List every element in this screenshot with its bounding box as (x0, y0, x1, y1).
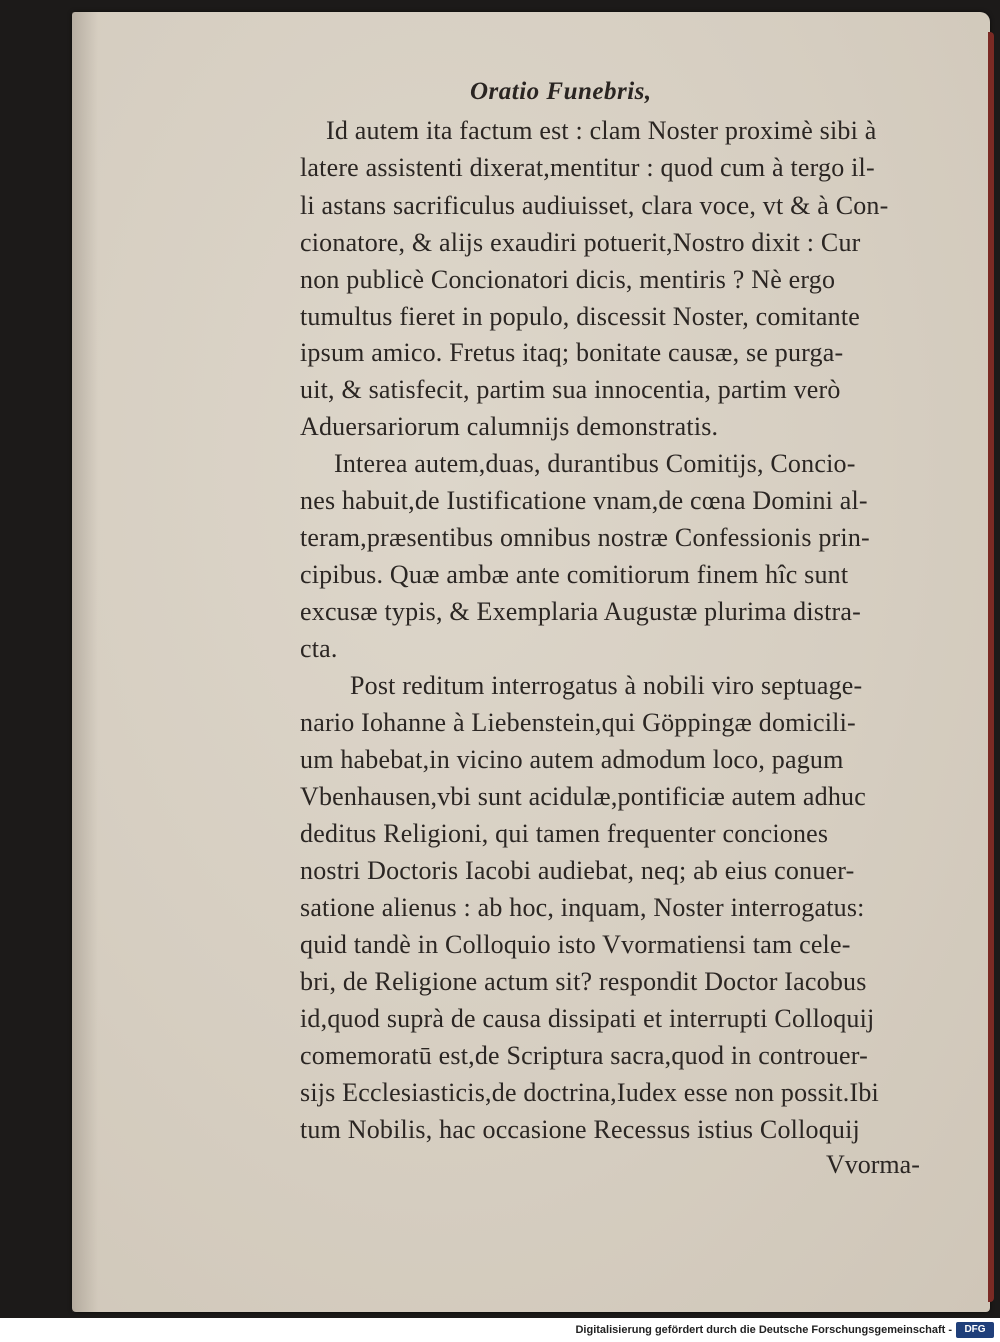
text-line: Interea autem,duas, durantibus Comitijs, Concio- (334, 449, 856, 478)
text-line: Vbenhausen,vbi sunt acidulæ,pontificiæ autem adhuc (300, 782, 866, 811)
funding-notice: Digitalisierung gefördert durch die Deutsche Forschungsgemeinschaft - (575, 1324, 952, 1336)
text-line: tumultus fieret in populo, discessit Noster, comitante (300, 302, 860, 331)
text-line: uit, & satisfecit, partim sua innocentia, partim verò (300, 375, 841, 404)
page-edge-binding (988, 32, 994, 1302)
text-line: sijs Ecclesiasticis,de doctrina,Iudex esse non possit.Ibi (300, 1078, 879, 1107)
text-line: comemoratū est,de Scriptura sacra,quod in controuer- (300, 1041, 868, 1070)
text-line: cipibus. Quæ ambæ ante comitiorum finem hîc sunt (300, 560, 849, 589)
text-line: Post reditum interrogatus à nobili viro septuage- (350, 671, 863, 700)
text-line: teram,præsentibus omnibus nostræ Confessionis prin- (300, 523, 870, 552)
text-line: nario Iohanne à Liebenstein,qui Göppingæ domicili- (300, 708, 856, 737)
text-line: deditus Religioni, qui tamen frequenter conciones (300, 819, 829, 848)
text-line: Aduersariorum calumnijs demonstratis. (300, 412, 719, 441)
text-line: non publicè Concionatori dicis, mentiris ? Nè ergo (300, 265, 836, 294)
text-line: li astans sacrificulus audiuisset, clara voce, vt & à Con- (300, 191, 889, 220)
catchword: Vvorma- (826, 1150, 920, 1179)
running-head: Oratio Funebris, (470, 78, 652, 105)
text-line: nes habuit,de Iustificatione vnam,de cœna Domini al- (300, 486, 868, 515)
text-line: Id autem ita factum est : clam Noster proximè sibi à (326, 116, 877, 145)
text-line: ipsum amico. Fretus itaq; bonitate causæ, se purga- (300, 338, 844, 367)
text-line: nostri Doctoris Iacobi audiebat, neq; ab eius conuer- (300, 856, 855, 885)
text-line: cta. (300, 634, 338, 663)
text-line: um habebat,in vicino autem admodum loco, pagum (300, 745, 844, 774)
text-line: bri, de Religione actum sit? respondit Doctor Iacobus (300, 967, 867, 996)
dfg-logo-icon: DFG (956, 1322, 994, 1338)
text-line: cionatore, & alijs exaudiri potuerit,Nostro dixit : Cur (300, 228, 861, 257)
text-line: excusæ typis, & Exemplaria Augustæ plurima distra- (300, 597, 861, 626)
digitization-footer (0, 1318, 1000, 1342)
text-line: latere assistenti dixerat,mentitur : quod cum à tergo il- (300, 153, 875, 182)
text-line: tum Nobilis, hac occasione Recessus istius Colloquij (300, 1115, 860, 1144)
text-line: satione alienus : ab hoc, inquam, Noster interrogatus: (300, 893, 865, 922)
text-line: id,quod suprà de causa dissipati et interrupti Colloquij (300, 1004, 875, 1033)
text-line: quid tandè in Colloquio isto Vvormatiensi tam cele- (300, 930, 851, 959)
gutter-shadow (72, 12, 98, 1312)
